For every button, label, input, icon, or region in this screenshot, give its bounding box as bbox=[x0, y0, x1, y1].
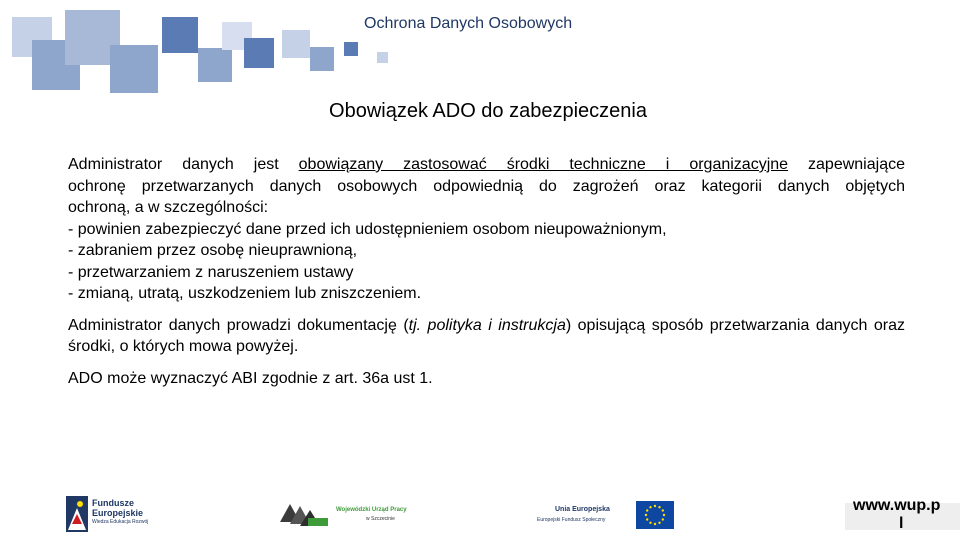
header-title: Ochrona Danych Osobowych bbox=[364, 15, 573, 32]
wup-logo bbox=[280, 500, 430, 532]
deco-square bbox=[110, 45, 158, 93]
italic-text: tj. polityka i instrukcja bbox=[408, 316, 566, 334]
paragraph-line: ochronę przetwarzanych danych osobowych odpowiednią do zagrożeń oraz kategorii danych objętych bbox=[68, 177, 905, 195]
logo-text: Wojewódzki Urząd Pracy bbox=[336, 507, 407, 513]
fe-emblem-icon bbox=[66, 496, 88, 532]
list-item: - zmianą, utratą, uszkodzeniem lub zniszczeniem. bbox=[68, 285, 422, 302]
logo-text: Unia Europejska bbox=[555, 506, 610, 513]
paragraph-obligations bbox=[68, 154, 905, 305]
slide-content bbox=[68, 154, 905, 399]
logo-subtext: w Szczecinie bbox=[366, 516, 395, 522]
paragraph-line bbox=[68, 154, 905, 176]
text-span: Administrator danych prowadzi dokumentację ( bbox=[68, 316, 409, 334]
eu-logo bbox=[537, 501, 677, 531]
logo-text: Europejskie bbox=[92, 508, 144, 518]
paragraph-abi: ADO może wyznaczyć ABI zgodnie z art. 36a ust 1. bbox=[68, 369, 433, 387]
paragraph-documentation bbox=[68, 315, 905, 358]
deco-square bbox=[344, 42, 358, 56]
logo-text: Fundusze bbox=[92, 498, 134, 508]
deco-square bbox=[162, 17, 198, 53]
deco-square bbox=[198, 48, 232, 82]
website-url-continuation: l bbox=[899, 515, 904, 532]
underlined-text: obowiązany zastosować środki techniczne i organizacyjne bbox=[298, 156, 789, 173]
footer bbox=[0, 490, 960, 540]
deco-square bbox=[310, 47, 334, 71]
text-span: Administrator danych jest bbox=[68, 156, 299, 173]
text-span: zapewniające bbox=[788, 156, 905, 173]
list-item: - powinien zabezpieczyć dane przed ich udostępnieniem osobom nieupoważnionym, bbox=[68, 220, 667, 238]
website-url[interactable]: www.wup.p bbox=[853, 497, 941, 514]
logo-subtext: Wiedza Edukacja Rozwój bbox=[92, 519, 149, 525]
wup-emblem-icon bbox=[280, 500, 330, 528]
deco-square bbox=[377, 52, 388, 63]
paragraph-line: ochroną, a w szczególności: bbox=[68, 199, 269, 216]
deco-square bbox=[244, 38, 274, 68]
list-item: - zabraniem przez osobę nieuprawnioną, bbox=[68, 242, 358, 259]
eu-flag-icon bbox=[636, 501, 674, 529]
deco-square bbox=[282, 30, 310, 58]
list-item: - przetwarzaniem z naruszeniem ustawy bbox=[68, 263, 354, 281]
fundusze-europejskie-logo bbox=[66, 496, 176, 534]
text-span: ) opisującą sposób przetwarzania danych oraz środki, o których mowa powyżej. bbox=[68, 316, 905, 355]
slide-title: Obowiązek ADO do zabezpieczenia bbox=[329, 100, 647, 122]
logo-subtext: Europejski Fundusz Społeczny bbox=[537, 517, 606, 523]
